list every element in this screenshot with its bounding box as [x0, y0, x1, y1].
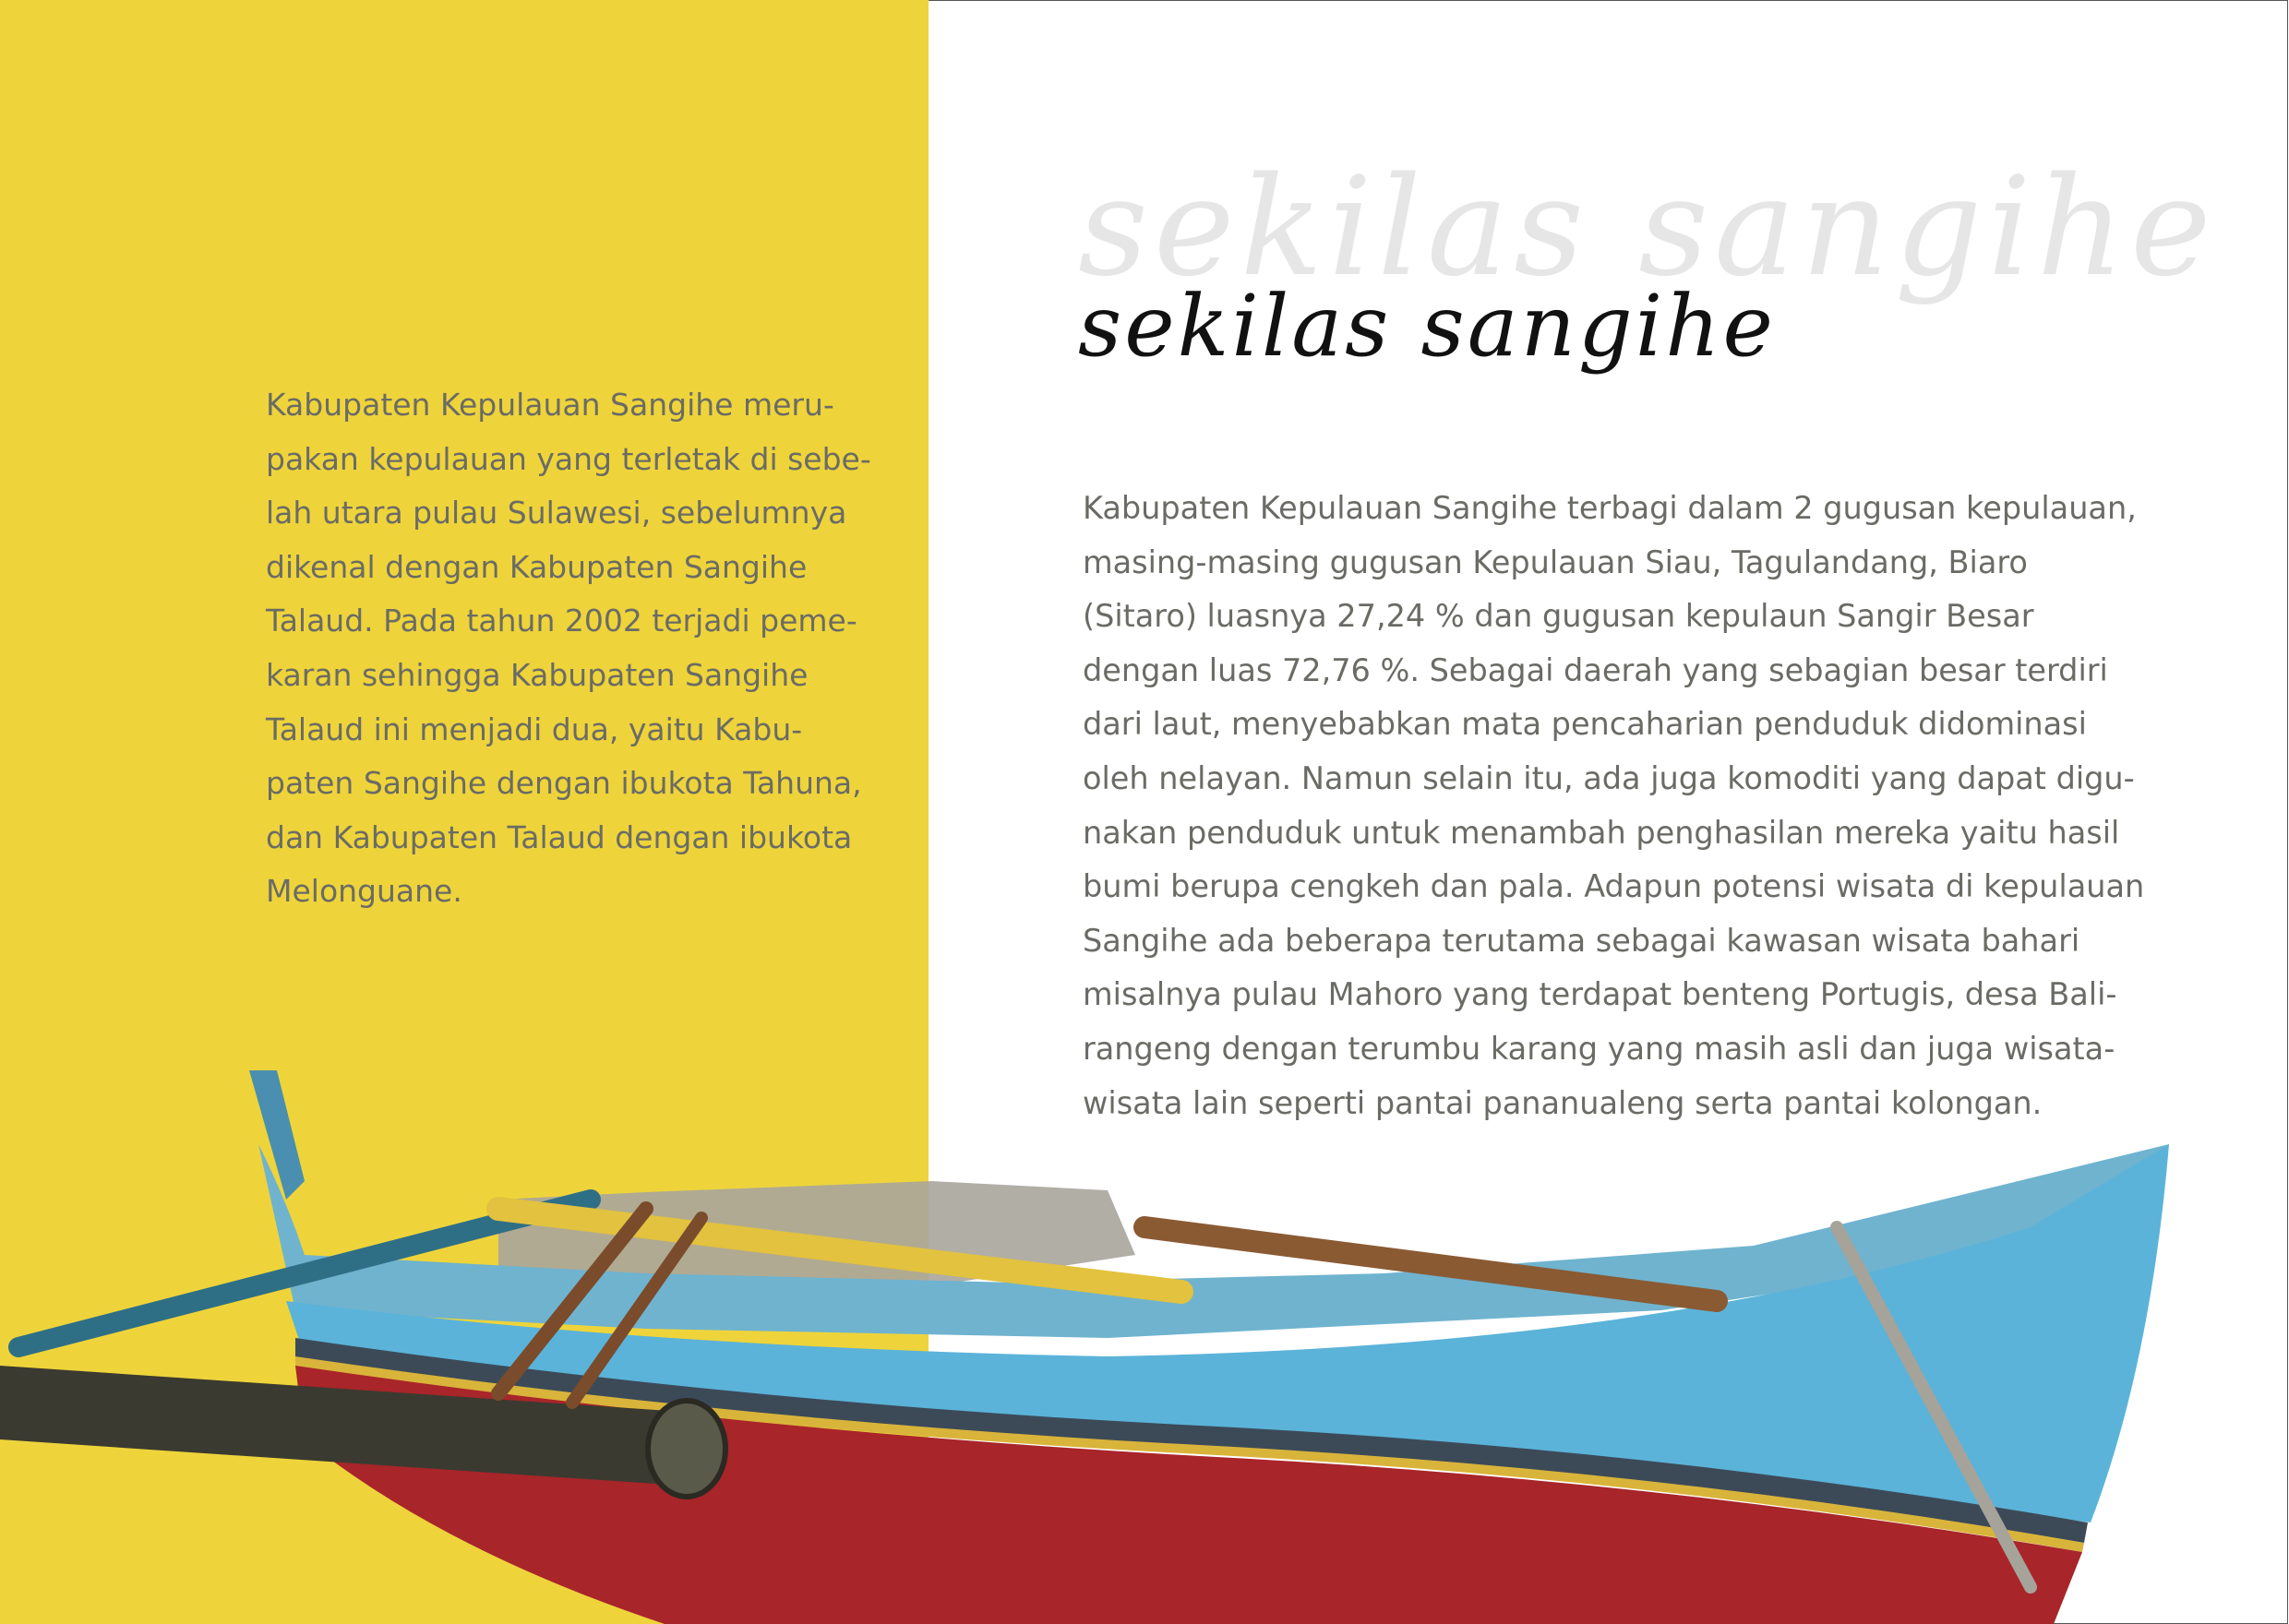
intro-line: karan sehingga Kabupaten Sangihe	[266, 656, 809, 693]
body-line: oleh nelayan. Namun selain itu, ada juga komoditi yang dapat digu-	[1083, 759, 2135, 796]
body-line: nakan penduduk untuk menambah penghasilan mereka yaitu hasil	[1083, 814, 2120, 851]
intro-line: dikenal dengan Kabupaten Sangihe	[266, 548, 808, 585]
body-line: dengan luas 72,76 %. Sebagai daerah yang sebagian besar terdiri	[1083, 651, 2108, 688]
body-line: bumi berupa cengkeh dan pala. Adapun potensi wisata di kepulauan	[1083, 868, 2145, 905]
intro-line: Talaud. Pada tahun 2002 terjadi peme-	[266, 603, 857, 639]
title-shadow-text: sekilas sangihe	[1078, 148, 2217, 306]
body-line: masing-masing gugusan Kepulauan Siau, Tagulandang, Biaro	[1083, 543, 2028, 580]
outrigger-float-end	[648, 1401, 725, 1497]
boat-bow-post	[249, 1070, 305, 1200]
body-line: rangeng dengan terumbu karang yang masih asli dan juga wisata-	[1083, 1030, 2115, 1067]
intro-line: pakan kepulauan yang terletak di sebe-	[266, 440, 871, 477]
body-line: misalnya pulau Mahoro yang terdapat benteng Portugis, desa Bali-	[1083, 976, 2117, 1013]
body-line: (Sitaro) luasnya 27,24 % dan gugusan kepulaun Sangir Besar	[1083, 598, 2034, 635]
intro-line: paten Sangihe dengan ibukota Tahuna,	[266, 765, 862, 802]
page-title: sekilas sangihe	[1078, 277, 1776, 376]
body-line: Sangihe ada beberapa terutama sebagai kawasan wisata bahari	[1083, 922, 2080, 959]
intro-line: Kabupaten Kepulauan Sangihe meru-	[266, 387, 834, 423]
intro-line: Talaud ini menjadi dua, yaitu Kabu-	[266, 710, 803, 747]
intro-line: Melonguane.	[266, 873, 462, 910]
body-line: Kabupaten Kepulauan Sangihe terbagi dalam 2 gugusan kepulauan,	[1083, 490, 2137, 526]
intro-line: lah utara pulau Sulawesi, sebelumnya	[266, 495, 847, 531]
body-line: wisata lain seperti pantai pananualeng serta pantai kolongan.	[1083, 1084, 2043, 1121]
body-line: dari laut, menyebabkan mata pencaharian penduduk didominasi	[1083, 706, 2087, 743]
intro-line: dan Kabupaten Talaud dengan ibukota	[266, 818, 853, 855]
